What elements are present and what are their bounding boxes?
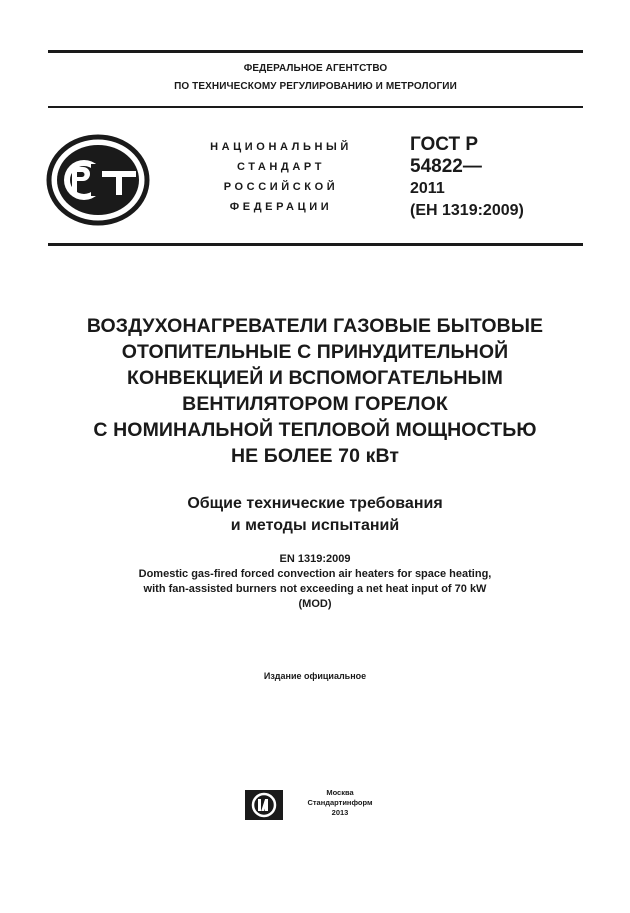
gost-line-1: ГОСТ Р [410,134,479,155]
en-code: EN 1319:2009 [279,553,351,565]
document-title [30,313,600,469]
en-line-2: with fan-assisted burners not exceeding a net heat input of 70 kW [143,583,487,595]
national-line-1: НАЦИОНАЛЬНЫЙ [210,141,352,153]
title-line-4: ВЕНТИЛЯТОРОМ ГОРЕЛОК [182,393,448,415]
en-reference [30,552,600,612]
top-rule [48,50,583,53]
document-subtitle [30,493,600,537]
en-line-1: Domestic gas-fired forced convection air heaters for space heating, [138,568,492,580]
en-line-3: (MOD) [298,598,332,610]
standartinform-logo-icon [245,790,283,820]
national-line-4: ФЕДЕРАЦИИ [229,201,333,213]
gost-line-2: 54822— [410,156,482,177]
gost-line-3: 2011 [410,180,445,197]
agency-line-1: ФЕДЕРАЛЬНОЕ АГЕНТСТВО [243,63,388,74]
publisher-info [290,788,390,818]
national-line-2: СТАНДАРТ [236,161,326,173]
publisher-name: Стандартинформ [307,798,373,807]
edition-label: Издание официальное [263,671,367,681]
title-line-2: ОТОПИТЕЛЬНЫЕ С ПРИНУДИТЕЛЬНОЙ [121,341,509,363]
gost-line-4: (ЕН 1319:2009) [410,202,524,219]
publisher-city: Москва [326,788,354,797]
rst-mark-icon [46,134,150,226]
subtitle-line-2: и методы испытаний [230,517,400,534]
title-line-6: НЕ БОЛЕЕ 70 кВт [230,445,400,467]
standard-number [410,134,524,222]
agency-line-2: ПО ТЕХНИЧЕСКОМУ РЕГУЛИРОВАНИЮ И МЕТРОЛОГИИ [174,81,457,92]
title-line-5: С НОМИНАЛЬНОЙ ТЕПЛОВОЙ МОЩНОСТЬЮ [93,419,537,441]
header-bottom-rule [48,243,583,246]
agency-rule [48,106,583,108]
title-line-1: ВОЗДУХОНАГРЕВАТЕЛИ ГАЗОВЫЕ БЫТОВЫЕ [86,315,544,337]
national-standard-label [188,137,374,217]
national-line-3: РОССИЙСКОЙ [223,181,339,193]
subtitle-line-1: Общие технические требования [187,495,443,512]
publisher-year: 2013 [331,808,349,817]
title-line-3: КОНВЕКЦИЕЙ И ВСПОМОГАТЕЛЬНЫМ [126,367,504,389]
